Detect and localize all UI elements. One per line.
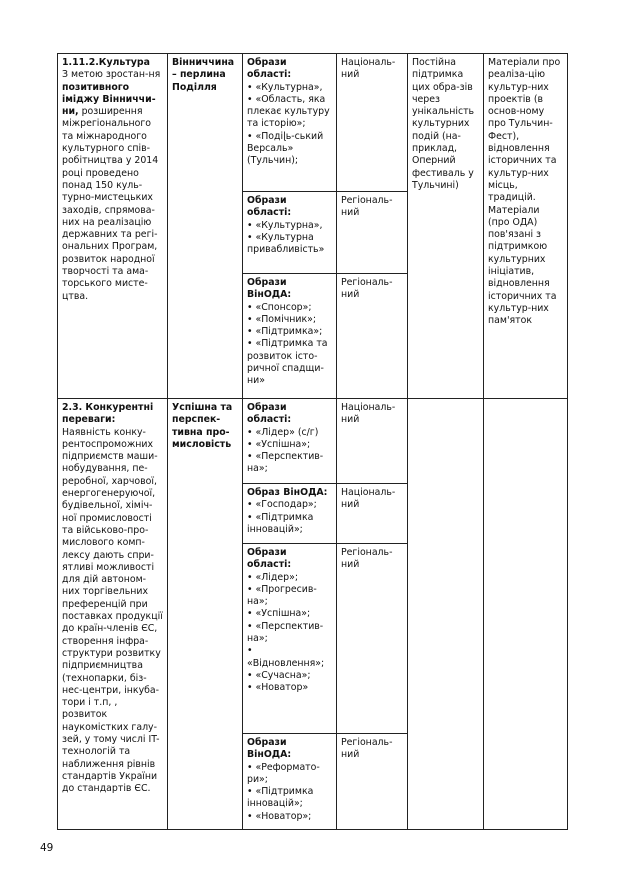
section-1-brand: Вінниччина – перлина Поділля (172, 57, 235, 93)
image-cell (243, 54, 337, 192)
image-item: • «Прогресив-на»; (247, 583, 317, 608)
section-1-initiatives-cell (408, 54, 484, 399)
level-label: Національ-ний (341, 487, 396, 511)
image-group-head: Образи ВінОДА: (247, 737, 292, 761)
section-1-desc-b: ня (148, 69, 161, 81)
section-1-desc-bold: позитивного іміджу Вінниччи-ни, (62, 81, 156, 118)
image-group-head: Образи області: (247, 195, 292, 219)
level-cell (337, 54, 408, 192)
image-item: • «Перспектив-на»; (247, 451, 324, 475)
image-item: • «Успішна»; (247, 438, 311, 450)
image-item: • «Новатор» (247, 682, 309, 694)
image-group-head: Образи області: (247, 402, 292, 426)
image-group-head: Образ ВінОДА: (247, 487, 328, 498)
image-item: • «Лідер»; (247, 571, 298, 583)
image-item: • «Лідер» (с/г) (247, 426, 319, 438)
section-2-materials-cell (484, 399, 568, 830)
image-item: • «Область, яка плекає культуру та історію»; (247, 93, 330, 130)
image-item: • «Новатор»; (247, 810, 312, 822)
image-item: • «Реформато-ри»; (247, 761, 320, 785)
image-item: • «Помічник»; (247, 313, 317, 325)
section-2-brand: Успішна та перспек-тивна про-мисловість (172, 402, 233, 450)
image-cell (243, 274, 337, 399)
image-item: • «Підтримка»; (247, 326, 323, 338)
image-cell (243, 192, 337, 274)
image-group-head: Образи області: (247, 547, 292, 571)
section-1-description-cell (58, 54, 168, 399)
level-cell (337, 734, 408, 830)
level-cell (337, 399, 408, 484)
level-label: Національ-ний (341, 57, 396, 81)
section-2-desc: Наявність конку-рентоспроможних підприємств маши-нобудування, пе-реробної, харчової, енергогенеруючої, будівельної, хіміч-ної промисловості та військово-про-мислового комп-лексу дають спри-ятливі можливості для дій автоном-них торгівельних преференцій при поставках продукції до країн-членів ЄС, створення інфра-структури розвитку підприємництва (технопарки, біз-нес-центри, інкуба-тори і т.п, , розвиток наукомістких галу-зей, у тому числі IT-технологій та наближення рівнів стандартів України до стандартів ЄС. (62, 426, 163, 795)
section-1-desc-c: розширення міжрегіонального та міжнародного культурного спів-робітництва у 2014 році проведено понад 150 куль-турно-мистецьких заходів, спрямова-них на реалізацію державних та регі-ональних Програм, розвиток народної творчості та ама-торського мисте-цтва. (62, 106, 159, 302)
section-1-title: 1.11.2.Культура (62, 57, 150, 68)
section-2-description-cell (58, 399, 168, 830)
section-1-brand-cell (168, 54, 243, 399)
image-item: • «Підтримка та розвиток істо-ричної спадщи-ни» (247, 338, 328, 387)
image-group-head: Образи ВінОДА: (247, 277, 292, 301)
level-cell (337, 544, 408, 734)
image-item: • «Підтримка інновацій»; (247, 786, 314, 810)
strategy-table (57, 53, 568, 830)
image-item: • «Подіɭь-ський Версаль» (Тульчин); (247, 130, 324, 167)
image-item: • «Підтримка інновацій»; (247, 511, 314, 535)
level-label: Регіональ-ний (341, 737, 393, 761)
image-item: • «Господар»; (247, 499, 317, 511)
level-label: Регіональ-ний (341, 277, 393, 301)
section-2-title: 2.3. Конкурентні переваги: (62, 402, 154, 426)
image-item: • «Культурна», (247, 219, 323, 231)
image-item: • «Відновлення»; (247, 645, 325, 669)
section-1-desc-a: З метою зростан- (62, 69, 149, 81)
page-number: 49 (40, 842, 54, 854)
section-1-initiatives: Постійна підтримка цих обра-зів через унікальність культурних подій (на-приклад, Оперний фестиваль у Тульчині) (412, 57, 475, 191)
table-row (58, 54, 568, 192)
section-1-materials-cell (484, 54, 568, 399)
level-cell (337, 192, 408, 274)
image-group-head: Образи області: (247, 57, 292, 81)
image-item: • «Успішна»; (247, 608, 311, 620)
image-item: • «Культурна привабливість» (247, 231, 325, 256)
image-item: • «Перспектив-на»; (247, 620, 324, 645)
image-cell (243, 734, 337, 830)
level-cell (337, 274, 408, 399)
section-2-initiatives-cell (408, 399, 484, 830)
table-row (58, 399, 568, 484)
section-2-brand-cell (168, 399, 243, 830)
image-item: • «Культурна», (247, 81, 323, 93)
level-label: Регіональ-ний (341, 547, 393, 571)
image-item: • «Спонсор»; (247, 301, 312, 313)
image-cell (243, 399, 337, 484)
level-cell (337, 484, 408, 544)
level-label: Національ-ний (341, 402, 396, 426)
image-cell (243, 484, 337, 544)
image-item: • «Сучасна»; (247, 669, 311, 681)
image-cell (243, 544, 337, 734)
level-label: Регіональ-ний (341, 195, 393, 219)
section-1-materials: Матеріали про реаліза-цію культур-них проектів (в основ-ному про Тульчин-Фест), відновлення історичних та культур-них місць, традицій. Матеріали (про ОДА) пов'язані з підтримкою культурних ініціатив, відновлення історичних та культур-них пам'яток (488, 57, 561, 327)
